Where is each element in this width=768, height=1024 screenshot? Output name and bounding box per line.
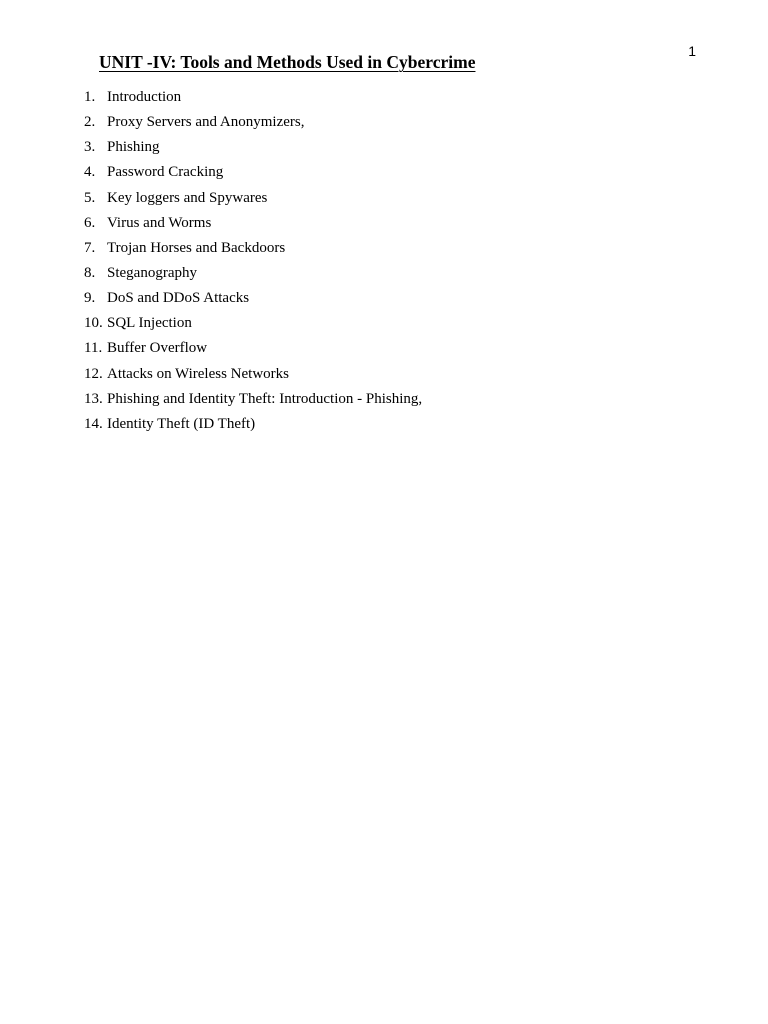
list-item-label: Virus and Worms	[107, 214, 212, 231]
page-title: UNIT -IV: Tools and Methods Used in Cybercrime	[99, 52, 476, 72]
list-item	[84, 161, 422, 186]
list-item	[84, 312, 422, 337]
list-item-label: Introduction	[107, 89, 182, 105]
list-item	[84, 287, 422, 312]
list-item-label: Proxy Servers and Anonymizers,	[107, 114, 305, 131]
list-item-number: 4.	[84, 164, 96, 181]
list-item-number: 14.	[84, 415, 103, 432]
list-item	[84, 187, 422, 212]
list-item	[84, 237, 422, 262]
list-item-number: 8.	[84, 264, 96, 281]
list-item-number: 12.	[84, 365, 103, 382]
list-item-number: 5.	[84, 189, 96, 206]
list-item-number: 7.	[84, 239, 96, 256]
list-item	[84, 212, 422, 237]
list-item	[84, 363, 422, 388]
page-number: 1	[688, 43, 696, 59]
list-item-number: 13.	[84, 390, 103, 407]
list-item-number: 6.	[84, 214, 96, 231]
list-item-number: 3.	[84, 139, 96, 156]
list-item-number: 9.	[84, 290, 96, 307]
list-item-number: 11.	[84, 340, 103, 357]
list-item-label: Identity Theft (ID Theft)	[107, 415, 256, 432]
list-item-label: Buffer Overflow	[107, 340, 208, 357]
list-item-label: Phishing	[107, 139, 160, 156]
list-item	[84, 413, 422, 438]
topic-list	[84, 86, 422, 438]
list-item-label: Trojan Horses and Backdoors	[107, 239, 286, 256]
list-item-label: DoS and DDoS Attacks	[107, 290, 250, 307]
list-item	[84, 111, 422, 136]
list-item	[84, 136, 422, 161]
list-item-label: Attacks on Wireless Networks	[107, 365, 289, 382]
list-item-label: Phishing and Identity Theft: Introduction - Phishing,	[107, 390, 423, 407]
list-item	[84, 262, 422, 287]
list-item-number: 1.	[84, 89, 96, 105]
list-item-label: SQL Injection	[107, 315, 192, 332]
list-item	[84, 337, 422, 362]
list-item	[84, 86, 422, 111]
list-item	[84, 388, 422, 413]
list-item-number: 10.	[84, 315, 103, 332]
list-item-label: Steganography	[107, 264, 197, 281]
list-item-number: 2.	[84, 114, 96, 131]
list-item-label: Password Cracking	[107, 164, 224, 181]
list-item-label: Key loggers and Spywares	[107, 189, 268, 206]
